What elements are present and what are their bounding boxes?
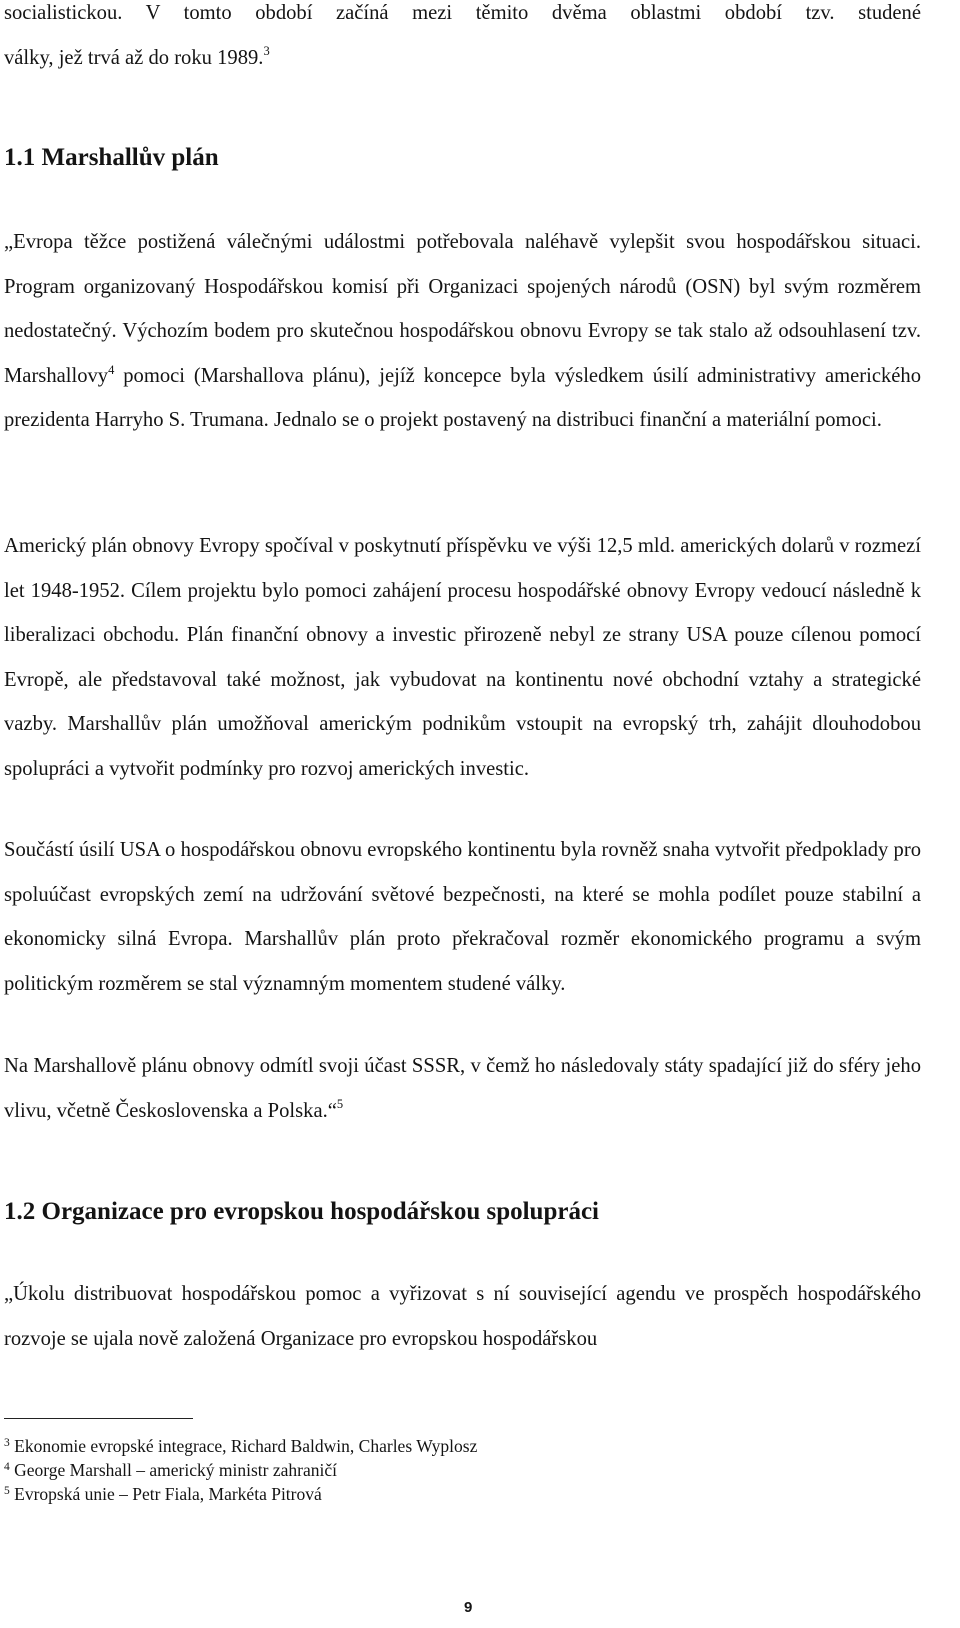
- section1-paragraph-3: Součástí úsilí USA o hospodářskou obnovu evropského kontinentu byla rovněž snaha vytvořit předpoklady pro spoluúčast evropských zemí na udržování světové bezpečnosti, na které se mohla podílet pouze stabilní a ekonomicky silná Evropa. Marshallův plán proto překračoval rozměr ekonomického programu a svým politickým rozměrem se stal významným momentem studené války.: [4, 839, 921, 995]
- footnote-ref-4: 4: [108, 362, 115, 377]
- section1-paragraph-2: Americký plán obnovy Evropy spočíval v poskytnutí příspěvku ve výši 12,5 mld. amerických dolarů v rozmezí let 1948-1952. Cílem projektu bylo pomoci zahájení procesu hospodářské obnovy Evropy vedoucí následně k liberalizaci obchodu. Plán finanční obnovy a investic přirozeně nebyl ze strany USA pouze cílenou pomocí Evropě, ale představoval také možnost, jak vybudovat na kontinentu nové obchodní vztahy a strategické vazby. Marshallův plán umožňoval americkým podnikům vstoupit na evropský trh, zahájit dlouhodobou spolupráci a vytvořit podmínky pro rozvoj amerických investic.: [4, 535, 921, 780]
- footnote-marker: 3: [4, 1436, 10, 1449]
- footnote-separator: [4, 1418, 193, 1419]
- page-number: 9: [464, 1599, 473, 1616]
- footnote-marker: 5: [4, 1484, 10, 1497]
- section-heading-marshall-plan: 1.1 Marshallův plán: [4, 144, 219, 171]
- footnote-ref-5: 5: [336, 1097, 344, 1112]
- intro-line-2-text: války, jež trvá až do roku 1989.: [4, 46, 264, 69]
- section1-paragraph-1: [4, 220, 921, 443]
- section2-paragraph-1: „Úkolu distribuovat hospodářskou pomoc a vyřizovat s ní související agendu ve prospěch hospodářského rozvoje se ujala nově založená Organizace pro evropskou hospodářskou: [4, 1283, 921, 1350]
- footnote-text: George Marshall – americký ministr zahraničí: [14, 1460, 337, 1480]
- section-heading-oeec: 1.2 Organizace pro evropskou hospodářskou spolupráci: [4, 1198, 600, 1225]
- footnotes: [4, 1434, 477, 1506]
- footnote-item: [4, 1434, 477, 1458]
- footnote-text: Ekonomie evropské integrace, Richard Baldwin, Charles Wyplosz: [14, 1436, 478, 1456]
- section1-p1-text-a: „Evropa těžce postižená válečnými událostmi potřebovala naléhavě vylepšit svou hospodářskou situaci. Program organizovaný Hospodářskou komisí při Organizaci spojených národů (OSN) byl svým rozměrem nedostatečný. Výchozím bodem pro skutečnou hospodářskou obnovu Evropy se tak stalo až odsouhlasení tzv. Marshallovy: [4, 231, 921, 387]
- footnote-ref-3: 3: [263, 44, 270, 59]
- section1-p4-text: Na Marshallově plánu obnovy odmítl svoji účast SSSR, v čemž ho následovaly státy spadající již do sféry jeho vlivu, včetně Československa a Polska.“: [4, 1055, 921, 1122]
- intro-paragraph: [4, 0, 921, 80]
- section1-paragraph-4: [4, 1044, 921, 1133]
- footnote-marker: 4: [4, 1460, 10, 1473]
- footnote-item: [4, 1458, 477, 1482]
- intro-line-2: [4, 36, 921, 81]
- section1-p1-text-b: pomoci (Marshallova plánu), jejíž koncepce byla výsledkem úsilí administrativy amerického prezidenta Harryho S. Trumana. Jednalo se o projekt postavený na distribuci finanční a materiální pomoci.: [4, 364, 921, 432]
- intro-line-1: socialistickou. V tomto období začíná mezi těmito dvěma oblastmi období tzv. studené: [4, 2, 921, 24]
- footnote-text: Evropská unie – Petr Fiala, Markéta Pitrová: [14, 1484, 322, 1504]
- footnote-item: [4, 1482, 477, 1506]
